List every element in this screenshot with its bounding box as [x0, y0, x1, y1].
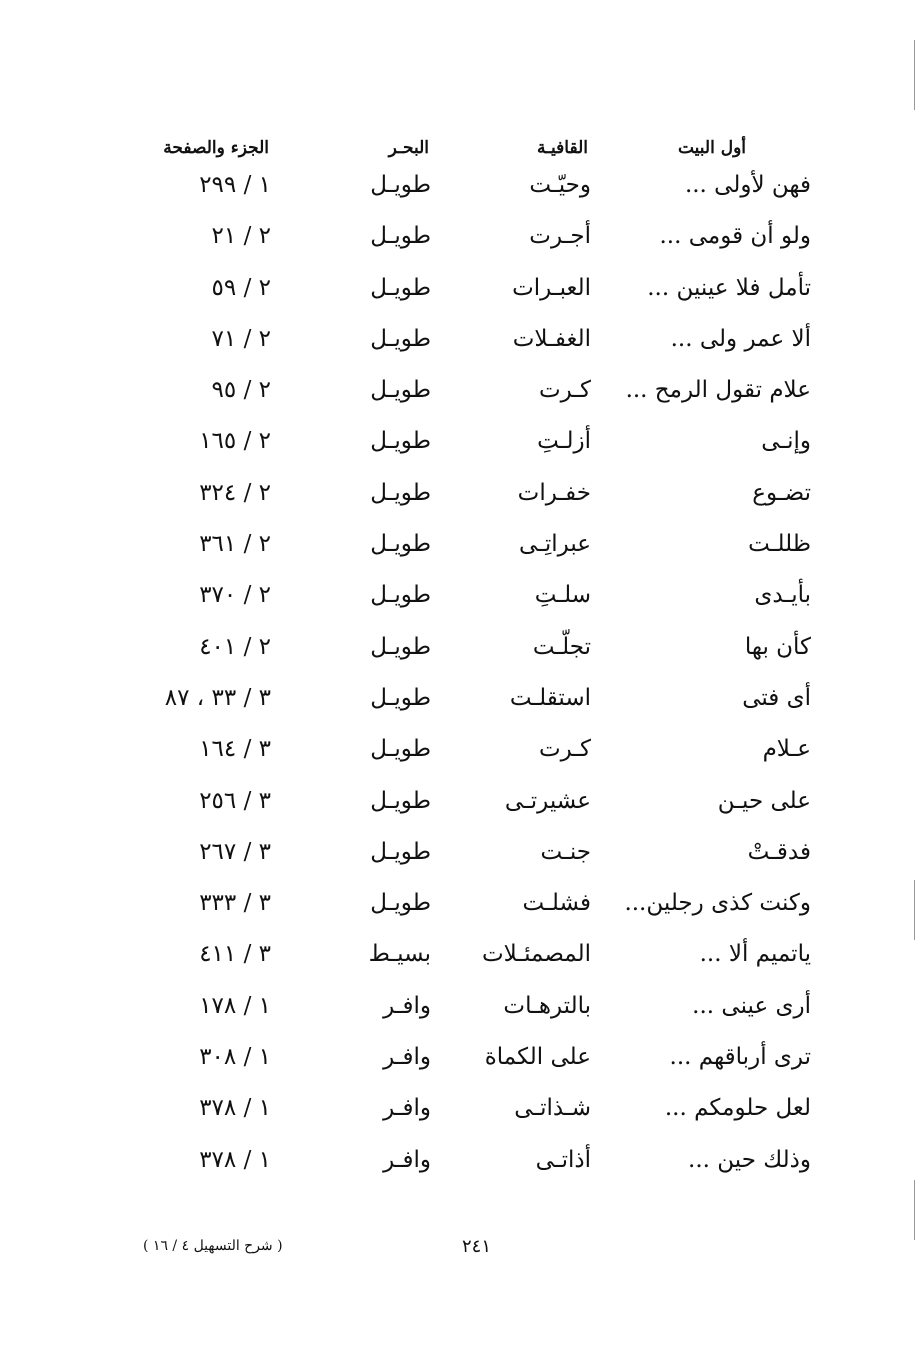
table-row [0, 1145, 921, 1196]
meter-cell: طويـل [370, 274, 431, 301]
table-row [0, 375, 921, 426]
verse-cell: ألا عمر ولى ... [670, 325, 811, 352]
reference-cell: ٢ / ٩٥ [211, 377, 271, 404]
verse-cell: بأيـدى [754, 582, 811, 609]
reference-cell: ٣ / ٣٣٣ [199, 890, 271, 917]
reference-cell: ٢ / ٥٩ [211, 274, 271, 301]
header-meter: البحـر [388, 138, 429, 158]
reference-cell: ٣ / ٤١١ [199, 941, 271, 968]
meter-cell: بسيـط [368, 941, 431, 968]
rhyme-cell: بالترهـات [503, 992, 591, 1019]
verse-cell: تأمل فلا عينين ... [647, 274, 811, 301]
table-row [0, 683, 921, 734]
reference-cell: ٢ / ٣٦١ [199, 531, 271, 558]
reference-cell: ١ / ٢٩٩ [199, 172, 271, 198]
edge-mark [914, 880, 915, 940]
table-row [0, 632, 921, 683]
verse-cell: فهن لأولى ... [684, 172, 811, 198]
meter-cell: وافـر [383, 1044, 431, 1071]
header-verse: أول البيت [677, 138, 746, 158]
reference-cell: ٣ / ٣٣ ، ٨٧ [164, 684, 271, 711]
rhyme-cell: جنـت [540, 838, 591, 865]
rhyme-cell: تجلّـت [532, 633, 591, 660]
rhyme-cell: استقلـت [509, 684, 591, 711]
table-body [0, 170, 921, 1196]
reference-cell: ٢ / ٣٧٠ [199, 582, 271, 609]
meter-cell: طويـل [370, 787, 431, 814]
rhyme-cell: خفـرات [517, 479, 591, 506]
rhyme-cell: عبراتِـى [518, 531, 591, 558]
meter-cell: طويـل [370, 377, 431, 404]
reference-cell: ٣ / ١٦٤ [199, 736, 271, 763]
table-row [0, 273, 921, 324]
edge-mark [914, 40, 915, 110]
table-row [0, 991, 921, 1042]
reference-cell: ٢ / ٤٠١ [199, 633, 271, 660]
verse-cell: لعل حلومكم ... [664, 1095, 811, 1122]
verse-cell: أى فتى [742, 684, 811, 711]
reference-cell: ٣ / ٢٦٧ [199, 838, 271, 865]
meter-cell: طويـل [370, 890, 431, 917]
table-row [0, 1093, 921, 1144]
table-row [0, 529, 921, 580]
rhyme-cell: شـذاتـى [514, 1095, 591, 1122]
reference-cell: ١ / ٣٧٨ [199, 1095, 271, 1122]
page-footer [0, 1236, 921, 1266]
rhyme-cell: فشلـت [522, 890, 591, 917]
table-row [0, 939, 921, 990]
reference-cell: ١ / ٣٠٨ [199, 1044, 271, 1071]
rhyme-cell: المصمئـلات [482, 941, 591, 968]
meter-cell: طويـل [370, 684, 431, 711]
meter-cell: طويـل [370, 223, 431, 250]
table-row [0, 837, 921, 888]
table-row [0, 1042, 921, 1093]
rhyme-cell: على الكماة [484, 1044, 591, 1071]
table-row [0, 580, 921, 631]
rhyme-cell: سلـتِ [534, 582, 591, 609]
rhyme-cell: عشيرتـى [504, 787, 591, 814]
meter-cell: وافـر [383, 1146, 431, 1173]
reference-cell: ١ / ٣٧٨ [199, 1146, 271, 1173]
edge-mark [914, 1180, 915, 1240]
reference-cell: ٢ / ٣٢٤ [199, 479, 271, 506]
verse-cell: وكنت كذى رجلين... [624, 890, 811, 917]
reference-cell: ٢ / ١٦٥ [199, 428, 271, 455]
table-row [0, 478, 921, 529]
rhyme-cell: كـرت [538, 736, 591, 763]
table-row [0, 221, 921, 272]
meter-cell: طويـل [370, 582, 431, 609]
table-row [0, 786, 921, 837]
meter-cell: طويـل [370, 325, 431, 352]
rhyme-cell: العبـرات [512, 274, 591, 301]
meter-cell: طويـل [370, 531, 431, 558]
verse-cell: عـلام [762, 736, 811, 763]
page-number: ٢٤١ [462, 1236, 492, 1257]
meter-cell: طويـل [370, 838, 431, 865]
header-ref: الجزء والصفحة [163, 138, 269, 158]
meter-cell: وافـر [383, 992, 431, 1019]
table-header-row [0, 130, 921, 170]
meter-cell: طويـل [370, 172, 431, 198]
meter-cell: طويـل [370, 736, 431, 763]
rhyme-cell: أجـرت [529, 223, 591, 250]
verse-cell: على حيـن [717, 787, 811, 814]
verse-cell: ياتميم ألا ... [699, 941, 811, 968]
source-note: ( شرح التسهيل ٤ / ١٦ ) [143, 1238, 283, 1254]
rhyme-cell: أزلـتِ [537, 428, 591, 455]
verse-cell: تضـوع [752, 479, 811, 506]
meter-cell: طويـل [370, 479, 431, 506]
reference-cell: ١ / ١٧٨ [199, 992, 271, 1019]
header-rhyme: القافيـة [536, 138, 588, 158]
table-row [0, 324, 921, 375]
verse-cell: وإنـى [761, 428, 811, 455]
verse-cell: فدقـتْ [747, 838, 811, 865]
table-row [0, 734, 921, 785]
verse-cell: وذلك حين ... [688, 1146, 811, 1173]
reference-cell: ٢ / ٢١ [211, 223, 271, 250]
meter-cell: وافـر [383, 1095, 431, 1122]
verse-cell: ظللـت [748, 531, 811, 558]
rhyme-cell: وحيّـت [529, 172, 591, 198]
table-row [0, 888, 921, 939]
reference-cell: ٣ / ٢٥٦ [199, 787, 271, 814]
rhyme-cell: الغفـلات [512, 325, 591, 352]
verse-cell: كأن بها [744, 633, 811, 660]
rhyme-cell: أذاتـى [535, 1146, 591, 1173]
meter-cell: طويـل [370, 633, 431, 660]
table-row [0, 426, 921, 477]
reference-cell: ٢ / ٧١ [211, 325, 271, 352]
verse-index-table [0, 130, 921, 1196]
verse-cell: ولو أن قومى ... [659, 223, 811, 250]
verse-cell: علام تقول الرمح ... [625, 377, 811, 404]
verse-cell: أرى عينى ... [692, 992, 811, 1019]
verse-cell: ترى أرباقهم ... [669, 1044, 811, 1071]
table-row [0, 170, 921, 221]
rhyme-cell: كـرت [538, 377, 591, 404]
meter-cell: طويـل [370, 428, 431, 455]
